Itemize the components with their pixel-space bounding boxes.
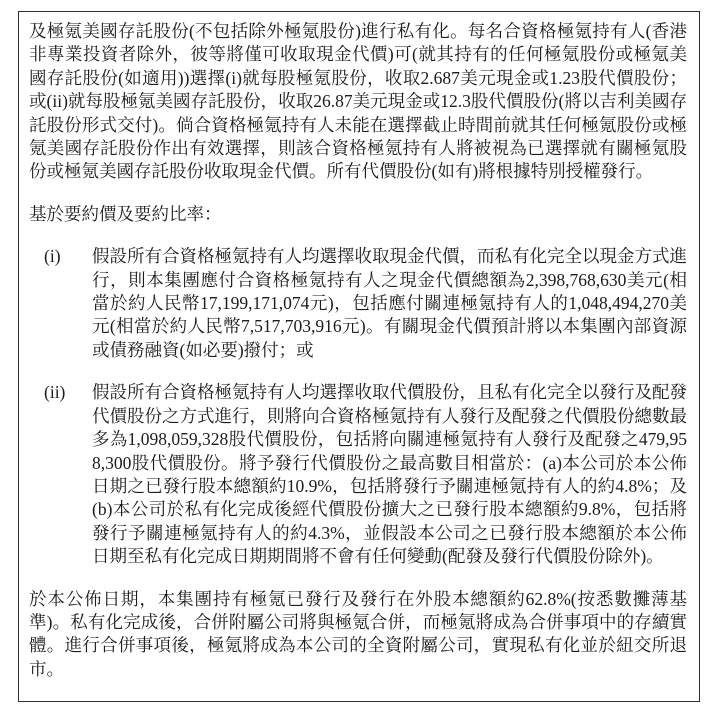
paragraph-lead-in: 基於要約價及要約比率：: [29, 203, 222, 224]
list-marker-ii: (ii): [44, 382, 66, 403]
list-item-share-consideration-scenario: [29, 381, 687, 568]
document-border-frame: [18, 11, 700, 702]
list-text-cash-consideration: 假設所有合資格極氪持有人均選擇收取現金代價，而私有化完全以現金方式進行，則本集團應付合資格極氪持有人之現金代價總額為2,398,768,630美元(相當於約人民幣17,199,171,074元)，包括應付關連極氪持有人的1,048,494,270美元(相當於約人民幣7,517,703,916元)。有關現金代價預計將以本集團內部資源或債務融資(如必要)撥付；或: [92, 246, 687, 360]
list-item-cash-consideration-scenario: [29, 245, 687, 362]
list-marker-i: (i): [44, 246, 61, 267]
list-text-share-consideration: 假設所有合資格極氪持有人均選擇收取代價股份，且私有化完全以發行及配發代價股份之方式進行，則將向合資格極氪持有人發行及配發之代價股份總數最多為1,098,059,328股代價股份，包括將向關連極氪持有人發行及配發之479,958,300股代價股份。將予發行代價股份之最高數目相當於：(a)本公司於本公佈日期之已發行股本總額約10.9%，包括將發行予關連極氪持有人的約4.8%；及(b)本公司於私有化完成後經代價股份擴大之已發行股本總額約9.8%，包括將發行予關連極氪持有人的約4.3%，並假設本公司之已發行股本總額於本公佈日期至私有化完成日期期間將不會有任何變動(配發及發行代價股份除外)。: [92, 382, 687, 567]
paragraph-closing: 於本公佈日期，本集團持有極氪已發行及發行在外股本總額約62.8%(按悉數攤薄基準)。私有化完成後，合併附屬公司將與極氪合併，而極氪將成為合併事項中的存續實體。進行合併事項後，極氪將成為本公司的全資附屬公司，實現私有化並於紐交所退市。: [29, 588, 687, 679]
paragraph-privatization-terms: 及極氪美國存託股份(不包括除外極氪股份)進行私有化。每名合資格極氪持有人(香港非專業投資者除外，彼等將僅可收取現金代價)可(就其持有的任何極氪股份或極氪美國存託股份(如適用))選擇(i)就每股極氪股份，收取2.687美元現金或1.23股代價股份；或(ii)就每股極氪美國存託股份，收取26.87美元現金或12.3股代價股份(將以吉利美國存託股份形式交付)。倘合資格極氪持有人未能在選擇截止時間前就其任何極氪股份或極氪美國存託股份作出有效選擇，則該合資格極氪持有人將被視為已選擇就有關極氪股份或極氪美國存託股份收取現金代價。所有代價股份(如有)將根據特別授權發行。: [29, 21, 687, 182]
